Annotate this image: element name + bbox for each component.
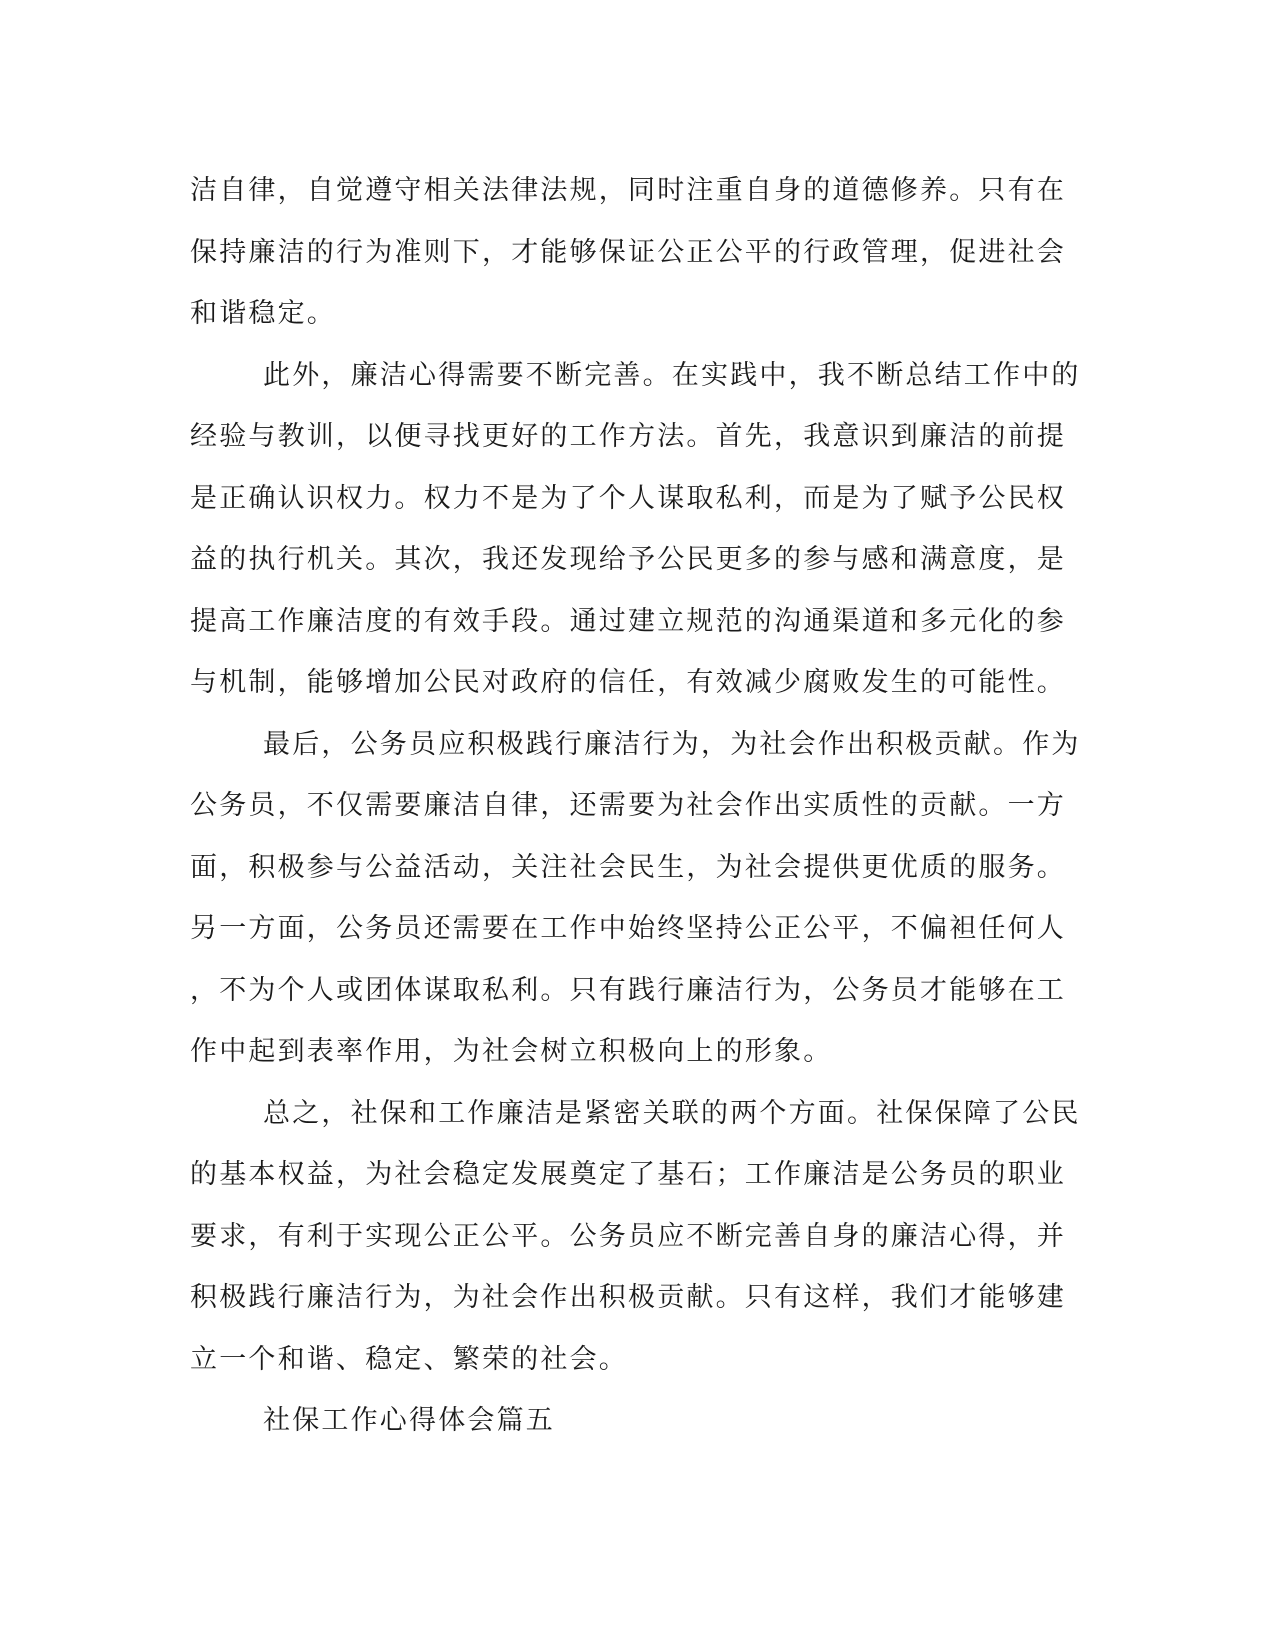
paragraph-start-line: 最后，公务员应积极践行廉洁行为，为社会作出积极贡献。作为 <box>263 728 1081 760</box>
text-line: 公务员，不仅需要廉洁自律，还需要为社会作出实质性的贡献。一方 <box>190 790 1066 821</box>
text-line: ，不为个人或团体谋取私利。只有践行廉洁行为，公务员才能够在工 <box>190 974 1066 1006</box>
text-line: 与机制，能够增加公民对政府的信任，有效减少腐败发生的可能性。 <box>190 667 1066 698</box>
text-line: 立一个和谐、稳定、繁荣的社会。 <box>190 1343 628 1375</box>
document-body <box>190 160 1090 1452</box>
text-line: 提高工作廉洁度的有效手段。通过建立规范的沟通渠道和多元化的参 <box>190 605 1066 637</box>
text-line: 另一方面，公务员还需要在工作中始终坚持公正公平，不偏袒任何人 <box>190 913 1066 944</box>
text-line: 保持廉洁的行为准则下，才能够保证公正公平的行政管理，促进社会 <box>190 236 1066 268</box>
section-heading: 社保工作心得体会篇五 <box>263 1405 555 1436</box>
text-line: 作中起到表率作用，为社会树立积极向上的形象。 <box>190 1036 833 1067</box>
text-line: 是正确认识权力。权力不是为了个人谋取私利，而是为了赋予公民权 <box>190 482 1066 514</box>
text-line: 要求，有利于实现公正公平。公务员应不断完善自身的廉洁心得，并 <box>190 1220 1066 1252</box>
paragraph-start-line: 总之，社保和工作廉洁是紧密关联的两个方面。社保保障了公民 <box>263 1097 1081 1129</box>
text-line: 和谐稳定。 <box>190 298 336 329</box>
text-line: 面，积极参与公益活动，关注社会民生，为社会提供更优质的服务。 <box>190 851 1066 883</box>
text-line: 洁自律，自觉遵守相关法律法规，同时注重自身的道德修养。只有在 <box>190 175 1066 206</box>
text-line: 益的执行机关。其次，我还发现给予公民更多的参与感和满意度，是 <box>190 544 1066 575</box>
text-line: 积极践行廉洁行为，为社会作出积极贡献。只有这样，我们才能够建 <box>190 1282 1066 1313</box>
paragraph-start-line: 此外，廉洁心得需要不断完善。在实践中，我不断总结工作中的 <box>263 359 1081 391</box>
text-line: 的基本权益，为社会稳定发展奠定了基石；工作廉洁是公务员的职业 <box>190 1159 1066 1190</box>
text-line: 经验与教训，以便寻找更好的工作方法。首先，我意识到廉洁的前提 <box>190 421 1066 452</box>
